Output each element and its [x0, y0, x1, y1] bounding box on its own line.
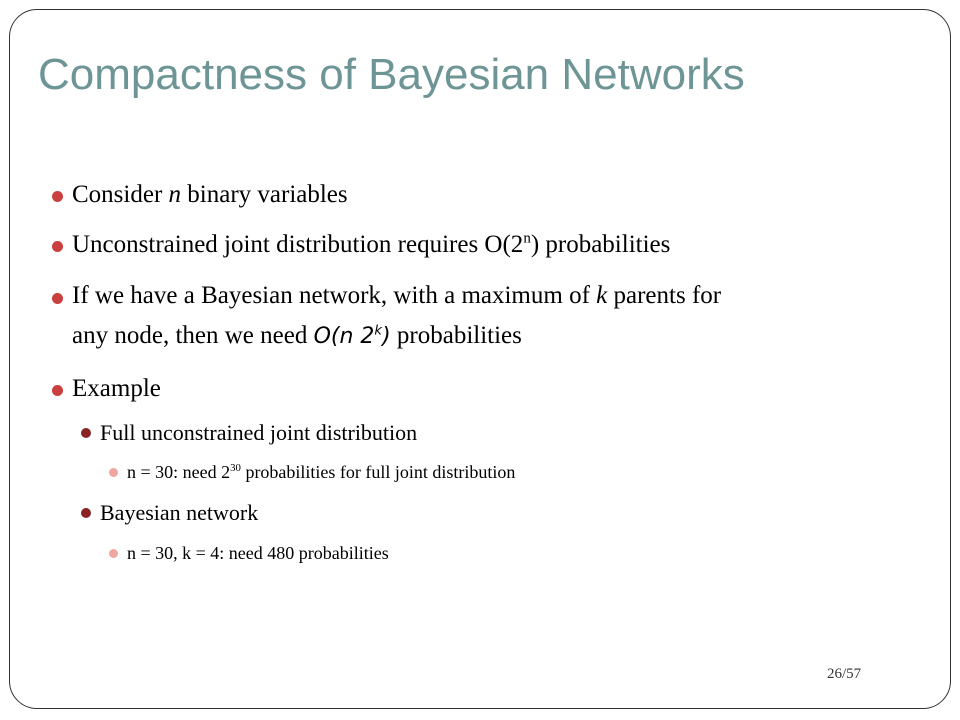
bullet-dot-icon	[52, 241, 63, 252]
bullet-text: probabilities	[390, 322, 522, 349]
sub-sub-bullet-item	[127, 543, 389, 564]
page-number: 26/57	[827, 666, 862, 682]
bullet-item	[72, 181, 348, 209]
bullet-text: Unconstrained joint distribution requires O(2	[72, 231, 524, 258]
variable-k: k	[596, 282, 608, 309]
bullet-dot-icon	[52, 385, 63, 396]
superscript: 30	[230, 462, 241, 474]
bullet-text: Consider	[72, 181, 169, 208]
sub-bullet-item	[100, 500, 258, 526]
bullet-item	[72, 280, 721, 357]
slide-title: Compactness of Bayesian Networks	[38, 50, 745, 99]
sub-bullet-text: Full unconstrained joint distribution	[100, 420, 418, 445]
superscript: k	[374, 323, 383, 339]
bullet-text: any node, then we need	[72, 322, 314, 349]
superscript: n	[523, 230, 531, 247]
slide-frame	[9, 9, 951, 709]
bullet-dot-icon	[109, 468, 118, 477]
bullet-dot-icon	[52, 293, 63, 304]
bullet-dot-icon	[81, 508, 91, 518]
bullet-item	[72, 231, 670, 259]
bullet-text: Example	[72, 375, 161, 402]
sub-sub-bullet-item	[127, 462, 515, 483]
sub-sub-bullet-text: n = 30: need 2	[127, 462, 231, 482]
sub-bullet-text: Bayesian network	[100, 500, 259, 525]
bullet-text: If we have a Bayesian network, with a maximum of	[72, 282, 597, 309]
math-expression: O(n 2	[313, 324, 375, 349]
bullet-text: parents for	[607, 282, 722, 309]
sub-sub-bullet-text: n = 30, k = 4: need 480 probabilities	[127, 543, 389, 563]
bullet-dot-icon	[52, 191, 63, 202]
bullet-dot-icon	[109, 549, 118, 558]
bullet-text: ) probabilities	[530, 231, 671, 258]
math-expression: )	[382, 324, 391, 349]
variable-n: n	[168, 181, 182, 208]
sub-bullet-item	[100, 420, 417, 446]
bullet-dot-icon	[81, 428, 91, 438]
bullet-item	[72, 375, 161, 403]
slide-body	[10, 10, 950, 708]
sub-sub-bullet-text: probabilities for full joint distribution	[240, 462, 516, 482]
bullet-text: binary variables	[181, 181, 348, 208]
